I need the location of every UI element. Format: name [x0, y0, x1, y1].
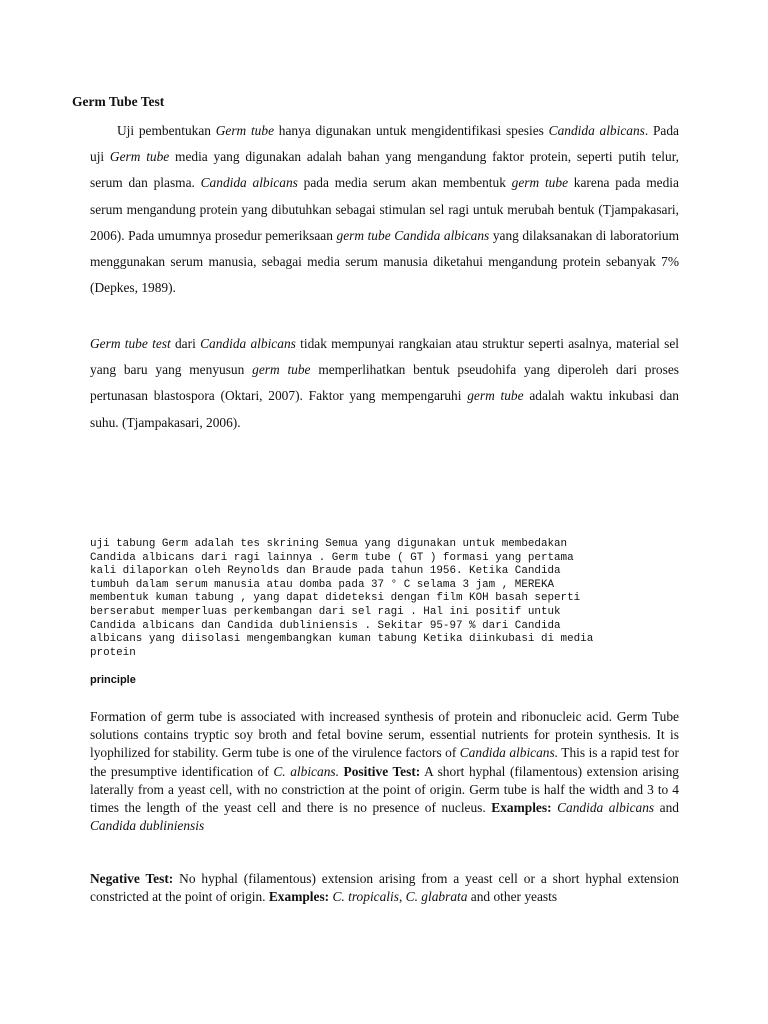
mono-line: berserabut memperluas perkembangan dari sel ragi . Hal ini positif untuk	[90, 605, 561, 618]
mono-line: membentuk kuman tabung , yang dapat dideteksi dengan film KOH basah seperti	[90, 592, 581, 605]
paragraph-germ-tube-intro: Uji pembentukan Germ tube hanya digunakan untuk mengidentifikasi spesies Candida albicans. Pada uji Germ tube media yang digunakan adalah bahan yang mengandung faktor protein, seperti putih telur, serum dan plasma. Candida albicans pada media serum akan membentuk germ tube karena pada media serum mengandung protein yang dibutuhkan sebagai stimulan sel ragi untuk merubah bentuk (Tjampakasari, 2006). Pada umumnya prosedur pemeriksaan germ tube Candida albicans yang dilaksanakan di laboratorium menggunakan serum manusia, sebagai media serum manusia diketahui mengandung protein sebanyak 7% (Depkes, 1989).	[90, 123, 680, 296]
mono-line: Candida albicans dan Candida dubliniensis . Sekitar 95-97 % dari Candida	[90, 619, 561, 632]
mono-line: tumbuh dalam serum manusia atau domba pada 37 ° C selama 3 jam , MEREKA	[90, 578, 555, 591]
paragraph-negative-test: Negative Test: No hyphal (filamentous) extension arising from a yeast cell or a short hyphal extension constricted at the point of origin. Examples: C. tropicalis, C. glabrata and other yeasts	[90, 871, 680, 905]
paragraph-principle: Formation of germ tube is associated with increased synthesis of protein and ribonucleic acid. Germ Tube solutions contains tryptic soy broth and fetal bovine serum, essential nutrients for protein synthesis. It is lyophilized for stability. Germ tube is one of the virulence factors of Candida albicans. This is a rapid test for the presumptive identification of C. albicans. Positive Test: A short hyphal (filamentous) extension arising laterally from a yeast cell, with no constriction at the point of origin. Germ tube is half the width and 3 to 4 times the length of the yeast cell and there is no presence of nucleus. Examples: Candida albicans and Candida dubliniensis	[90, 709, 680, 834]
mono-line: albicans yang diisolasi mengembangkan kuman tabung Ketika diinkubasi di media	[90, 633, 594, 646]
mono-line: uji tabung Germ adalah tes skrining Semua yang digunakan untuk membedakan	[90, 538, 568, 550]
monospace-translation-block	[90, 538, 690, 660]
principle-heading: principle	[90, 674, 136, 686]
mono-line: protein	[90, 646, 136, 659]
section-title: Germ Tube Test	[72, 94, 165, 109]
mono-line: Candida albicans dari ragi lainnya . Germ tube ( GT ) formasi yang pertama	[90, 551, 574, 564]
mono-line: kali dilaporkan oleh Reynolds dan Braude pada tahun 1956. Ketika Candida	[90, 565, 561, 578]
paragraph-germ-tube-test: Germ tube test dari Candida albicans tidak mempunyai rangkaian atau struktur seperti asalnya, material sel yang baru yang menyusun germ tube memperlihatkan bentuk pseudohifa yang diperoleh dari proses pertunasan blastospora (Oktari, 2007). Faktor yang mempengaruhi germ tube adalah waktu inkubasi dan suhu. (Tjampakasari, 2006).	[90, 336, 680, 430]
